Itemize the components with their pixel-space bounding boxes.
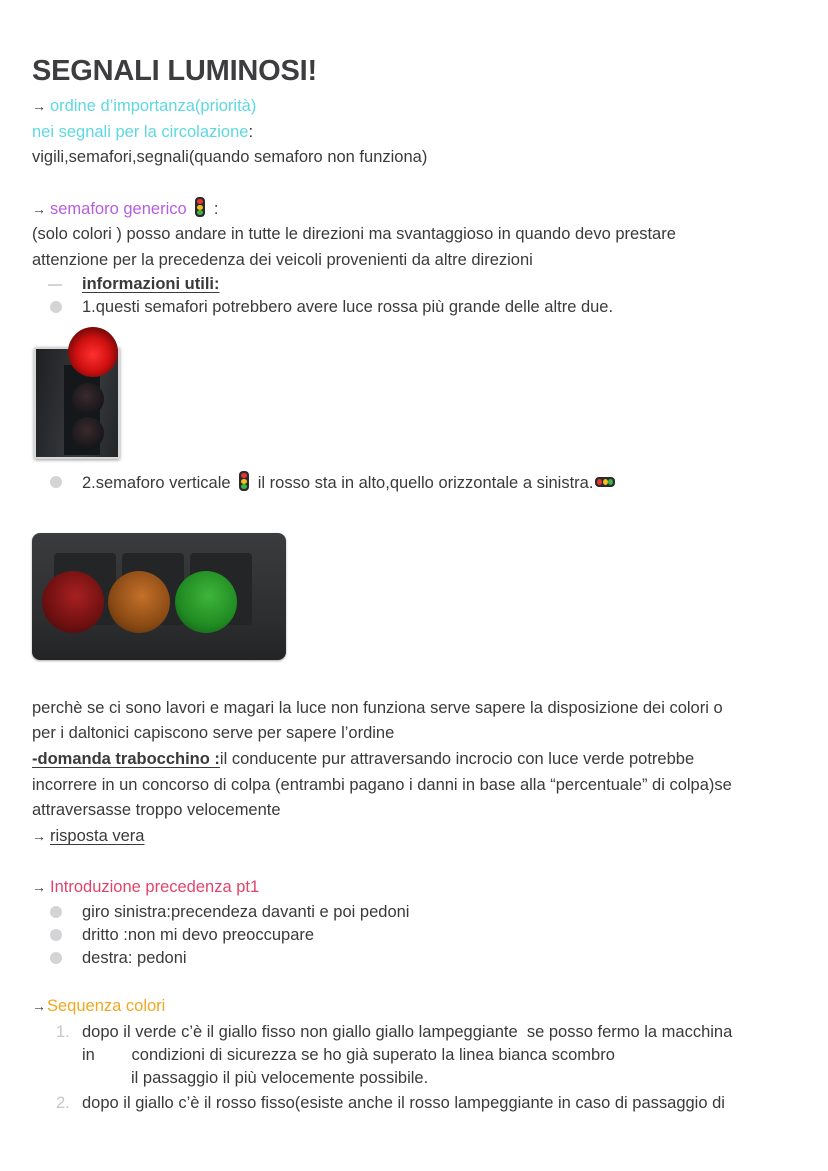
priority-body: vigili,semafori,segnali(quando semaforo non funziona) (32, 148, 428, 166)
trick-question: -domanda trabocchino :il conducente pur attraversando incrocio con luce verde potrebbe (32, 750, 695, 768)
sequence-item-1-line-2: in condizioni di sicurezza se ho già superato la linea bianca scombro (82, 1046, 615, 1064)
arrow-icon: → (32, 828, 46, 844)
vertical-traffic-light-icon (239, 471, 249, 491)
bullet-icon (50, 952, 62, 964)
trick-line-2: incorrere in un concorso di colpa (entrambi pagano i danni in base alla “percentuale” di colpa)se (32, 776, 732, 794)
horizontal-traffic-light-image (32, 533, 286, 660)
precedence-item: dritto :non mi devo preoccupare (82, 926, 315, 944)
list-number: 2. (56, 1094, 70, 1112)
sequence-item-1-line-3: il passaggio il più velocemente possibile. (131, 1069, 429, 1087)
arrow-icon: → (32, 998, 46, 1014)
priority-heading-2: nei segnali per la circolazione: (32, 123, 254, 141)
sequence-item-2-line-1: dopo il giallo c’è il rosso fisso(esiste anche il rosso lampeggiante in caso di passaggio di (82, 1094, 725, 1112)
vertical-traffic-light-icon (195, 197, 205, 217)
bullet-icon (50, 301, 62, 313)
dash-bullet-icon (48, 284, 62, 286)
useful-info-subheading: informazioni utili: (82, 275, 220, 293)
horizontal-traffic-light-icon (595, 477, 615, 487)
answer-text: risposta vera (50, 827, 145, 845)
precedence-item: destra: pedoni (82, 949, 187, 967)
precedence-heading: → Introduzione precedenza pt1 (32, 878, 260, 896)
arrow-icon: → (32, 879, 46, 895)
answer-line (32, 825, 144, 847)
vertical-traffic-light-image (32, 325, 122, 465)
generic-light-body-2: attenzione per la precedenza dei veicoli provenienti da altre direzioni (32, 251, 533, 269)
sequence-item-1-line-1: dopo il verde c’è il giallo fisso non giallo giallo lampeggiante se posso fermo la macchina (82, 1023, 733, 1041)
trick-question-label: -domanda trabocchino : (32, 750, 220, 768)
precedence-item: giro sinistra:precendeza davanti e poi pedoni (82, 903, 410, 921)
bullet-icon (50, 476, 62, 488)
info-item-2: 2.semaforo verticale il rosso sta in alto,quello orizzontale a sinistra. (82, 471, 615, 494)
generic-light-body-1: (solo colori ) posso andare in tutte le direzioni ma svantaggioso in quando devo prestare (32, 225, 676, 243)
reason-line-2: per i daltonici capiscono serve per sapere l’ordine (32, 724, 395, 742)
arrow-icon: → (32, 98, 46, 114)
list-number: 1. (56, 1023, 70, 1041)
bullet-icon (50, 906, 62, 918)
trick-line-3: attraversasse troppo velocemente (32, 801, 281, 819)
arrow-icon: → (32, 201, 46, 217)
bullet-icon (50, 929, 62, 941)
page-title: SEGNALI LUMINOSI! (32, 55, 317, 87)
info-item-1: 1.questi semafori potrebbero avere luce rossa più grande delle altre due. (82, 298, 614, 316)
generic-light-heading: → semaforo generico : (32, 197, 218, 220)
reason-line-1: perchè se ci sono lavori e magari la luce non funziona serve sapere la disposizione dei colori o (32, 699, 723, 717)
color-sequence-heading: →Sequenza colori (32, 997, 166, 1015)
priority-heading: → ordine d’importanza(priorità) (32, 97, 257, 115)
